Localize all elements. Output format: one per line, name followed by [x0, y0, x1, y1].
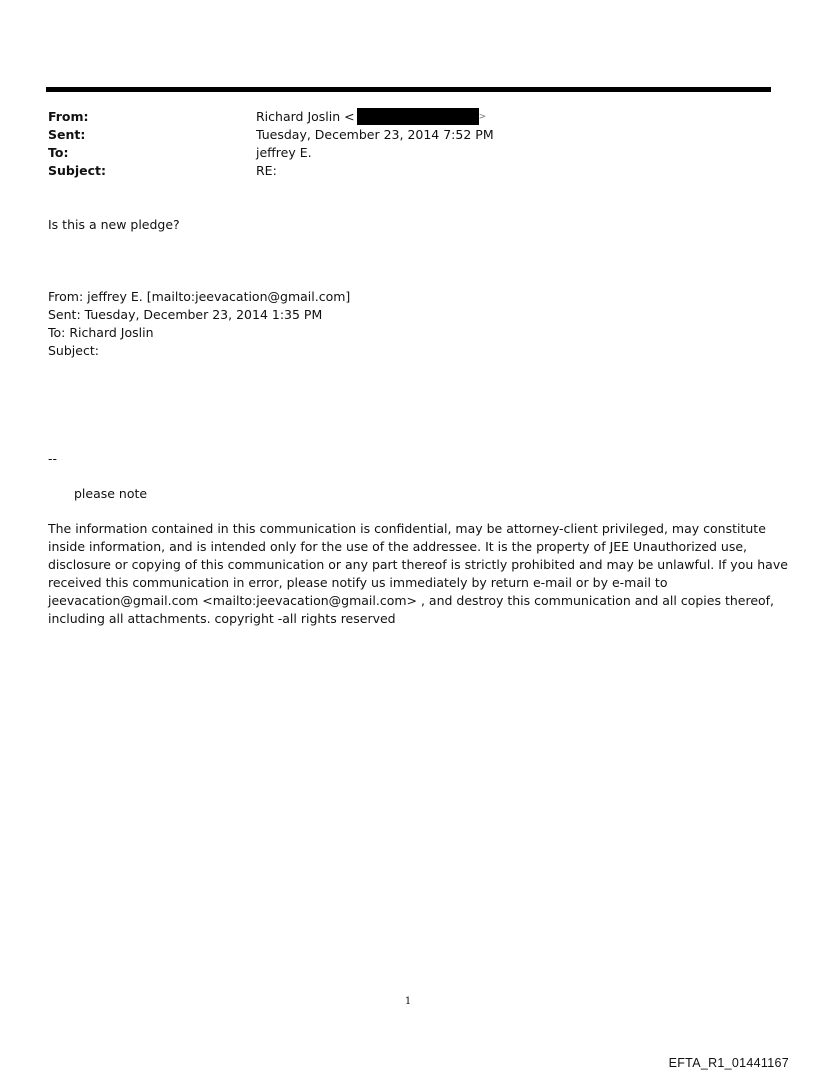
- quoted-subject-line: Subject:: [48, 343, 99, 358]
- to-label: To:: [48, 145, 69, 160]
- disclaimer-line: The information contained in this communication is confidential, may be attorney-client privileged, may constitute: [48, 521, 766, 536]
- from-value: [256, 108, 486, 126]
- to-value: jeffrey E.: [256, 145, 312, 160]
- disclaimer-line: disclosure or copying of this communication or any part thereof is strictly prohibited and may be unlawful. If you have: [48, 557, 788, 572]
- reply-text: Is this a new pledge?: [48, 217, 180, 232]
- sent-value: Tuesday, December 23, 2014 7:52 PM: [256, 127, 494, 142]
- from-label: From:: [48, 109, 89, 124]
- from-sender-name: Richard Joslin <: [256, 109, 355, 124]
- quoted-to-line: To: Richard Joslin: [48, 325, 154, 340]
- disclaimer-line: jeevacation@gmail.com <mailto:jeevacation@gmail.com> , and destroy this communication and all copies thereof,: [48, 593, 775, 608]
- disclaimer-line: received this communication in error, please notify us immediately by return e-mail or by e-mail to: [48, 575, 668, 590]
- quoted-from-line: From: jeffrey E. [mailto:jeevacation@gmail.com]: [48, 289, 351, 304]
- signature-note: please note: [74, 486, 148, 501]
- signature-separator: --: [48, 451, 58, 466]
- sent-label: Sent:: [48, 127, 86, 142]
- from-value-tail: >: [478, 112, 487, 122]
- page-number: 1: [404, 996, 412, 1007]
- redaction-box: [357, 108, 479, 125]
- subject-value: RE:: [256, 163, 277, 178]
- quoted-sent-line: Sent: Tuesday, December 23, 2014 1:35 PM: [48, 307, 323, 322]
- disclaimer-line: inside information, and is intended only for the use of the addressee. It is the property of JEE Unauthorized use,: [48, 539, 748, 554]
- disclaimer-line: including all attachments. copyright -all rights reserved: [48, 611, 396, 626]
- subject-label: Subject:: [48, 163, 106, 178]
- confidentiality-disclaimer: [48, 520, 788, 628]
- header-divider-rule: [46, 87, 771, 92]
- document-id: EFTA_R1_01441167: [668, 1056, 789, 1070]
